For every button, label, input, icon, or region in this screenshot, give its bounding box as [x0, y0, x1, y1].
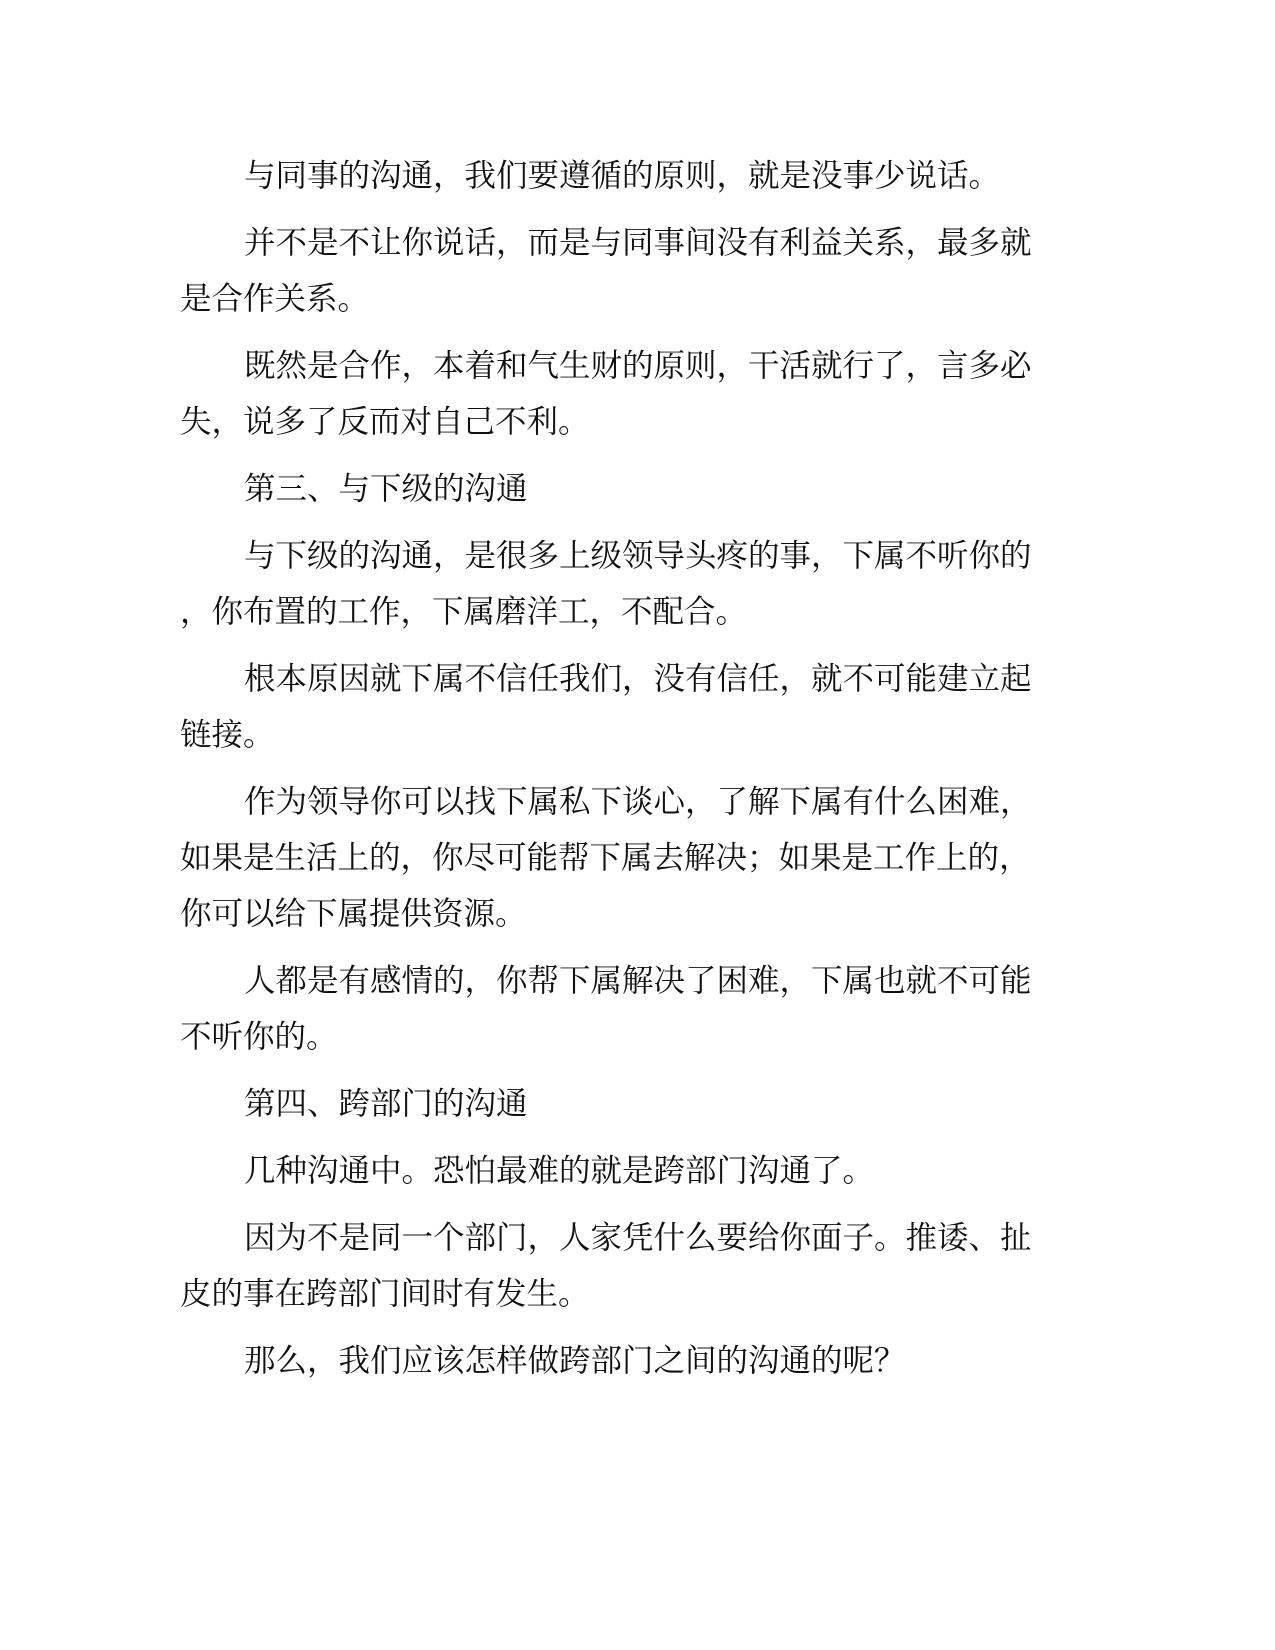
paragraph: 人都是有感情的，你帮下属解决了困难，下属也就不可能不听你的。 — [180, 963, 1032, 1055]
paragraph: 几种沟通中。恐怕最难的就是跨部门沟通了。 — [244, 1153, 875, 1189]
paragraph: 并不是不让你说话，而是与同事间没有利益关系，最多就是合作关系。 — [180, 225, 1032, 317]
paragraph: 与下级的沟通，是很多上级领导头疼的事，下属不听你的，你布置的工作，下属磨洋工，不配合。 — [180, 538, 1032, 630]
paragraph: 根本原因就下属不信任我们，没有信任，就不可能建立起链接。 — [180, 661, 1032, 753]
document-body — [180, 148, 1046, 1400]
paragraph: 那么，我们应该怎样做跨部门之间的沟通的呢？ — [244, 1343, 906, 1379]
section-heading: 第三、与下级的沟通 — [244, 471, 528, 507]
paragraph: 既然是合作，本着和气生财的原则，干活就行了，言多必失，说多了反而对自己不利。 — [180, 348, 1032, 440]
section-heading: 第四、跨部门的沟通 — [244, 1086, 528, 1122]
paragraph: 与同事的沟通，我们要遵循的原则，就是没事少说话。 — [244, 158, 1001, 194]
paragraph: 作为领导你可以找下属私下谈心，了解下属有什么困难，如果是生活上的，你尽可能帮下属去解决；如果是工作上的，你可以给下属提供资源。 — [180, 784, 1032, 932]
paragraph: 因为不是同一个部门，人家凭什么要给你面子。推诿、扯皮的事在跨部门间时有发生。 — [180, 1220, 1032, 1312]
